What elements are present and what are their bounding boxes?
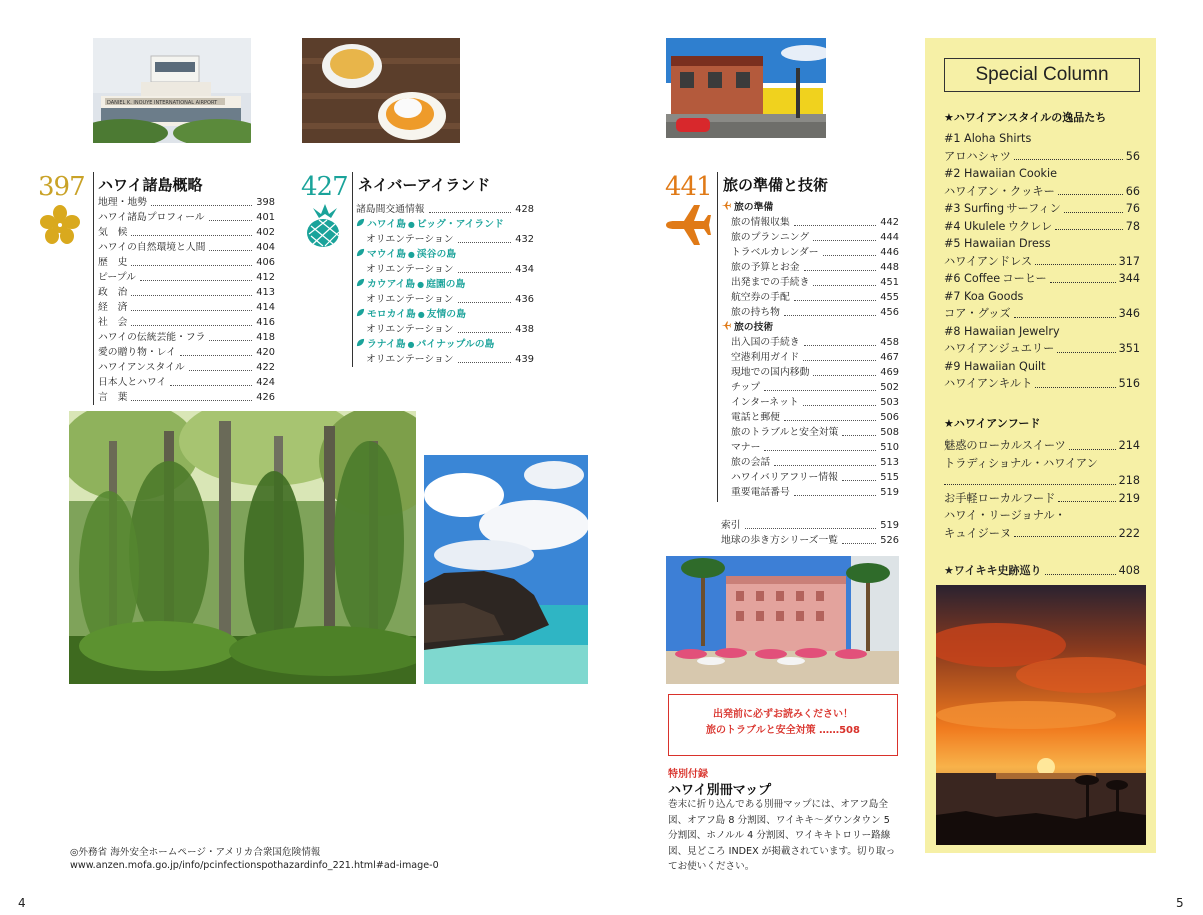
leaf-icon xyxy=(356,217,365,232)
credit-line-1: ◎外務省 海外安全ホームページ・アメリカ合衆国危険情報 xyxy=(70,847,321,858)
royal-hawaiian-photo xyxy=(666,556,899,684)
island-heading[interactable]: ラナイ島 ● パイナップルの島 xyxy=(356,337,534,352)
section-divider xyxy=(352,172,353,367)
toc-entry[interactable]: 旅の予算とお金 448 xyxy=(731,262,899,273)
toc-entry[interactable]: オリエンテーション 432 xyxy=(366,234,534,245)
special-food-list xyxy=(944,437,1140,542)
section-divider xyxy=(93,172,94,405)
safety-notice-line2: 旅のトラブルと安全対策 ……508 xyxy=(706,725,860,736)
toc-entry[interactable]: 電話と郵便 506 xyxy=(731,412,899,423)
special-item[interactable]: #7 Koa Goods xyxy=(944,289,1024,303)
overview-toc xyxy=(98,195,275,405)
bullet-icon: ● xyxy=(417,310,425,319)
toc-entry[interactable]: ハワイ諸島プロフィール 401 xyxy=(98,212,275,223)
toc-entry[interactable]: オリエンテーション 438 xyxy=(366,324,534,335)
special-heading-style: ★ハワイアンスタイルの逸品たち xyxy=(944,111,1107,124)
airplane-icon xyxy=(664,203,712,251)
dessert-photo xyxy=(302,38,460,143)
airplane-icon xyxy=(721,320,731,335)
toc-entry[interactable]: ハワイバリアフリー情報 515 xyxy=(731,472,899,483)
toc-entry[interactable]: オリエンテーション 436 xyxy=(366,294,534,305)
toc-entry[interactable]: 社 会 416 xyxy=(98,317,275,328)
special-item-page[interactable]: ハワイアンドレス 317 xyxy=(944,254,1140,268)
toc-entry[interactable]: ハワイの自然環境と人間 404 xyxy=(98,242,275,253)
special-item-page[interactable]: コア・グッズ 346 xyxy=(944,307,1140,320)
toc-entry[interactable]: 歴 史 406 xyxy=(98,257,275,268)
pineapple-icon xyxy=(303,202,347,252)
island-heading[interactable]: ハワイ島 ● ビッグ・アイランド xyxy=(356,217,534,232)
airport-sign: DANIEL K. INOUYE INTERNATIONAL AIRPORT xyxy=(107,100,218,106)
hibiscus-icon xyxy=(40,205,80,249)
food-entry[interactable]: ハワイ・リージョナル・ xyxy=(944,509,1066,522)
toc-entry[interactable]: 空港利用ガイド 467 xyxy=(731,352,899,363)
toc-entry[interactable]: チップ 502 xyxy=(731,382,899,393)
food-entry[interactable]: お手軽ローカルフード 219 xyxy=(944,491,1140,505)
special-item-page[interactable]: ハワイアンジュエリー 351 xyxy=(944,342,1140,355)
special-waikiki-history[interactable]: ★ワイキキ史跡巡り 408 xyxy=(944,564,1140,577)
food-entry[interactable]: トラディショナル・ハワイアン xyxy=(944,456,1098,470)
food-entry-page: 218 xyxy=(944,472,1140,490)
leaf-icon xyxy=(356,337,365,352)
island-heading[interactable]: マウイ島 ● 渓谷の島 xyxy=(356,247,534,262)
section-title-overview: ハワイ諸島概略 xyxy=(98,176,203,194)
island-heading[interactable]: モロカイ島 ● 友情の島 xyxy=(356,307,534,322)
special-item[interactable]: #3 Surfing サーフィン 76 xyxy=(944,202,1140,215)
group-heading: 旅の技術 xyxy=(721,320,899,335)
toc-entry[interactable]: 政 治 413 xyxy=(98,287,275,298)
toc-entry[interactable]: マナー 510 xyxy=(731,442,899,453)
travel-prep-toc xyxy=(721,200,899,500)
cliff-jump-photo xyxy=(424,455,588,684)
index-toc xyxy=(721,518,899,548)
toc-entry[interactable]: オリエンテーション 434 xyxy=(366,264,534,275)
toc-entry[interactable]: 地球の歩き方シリーズ一覧 526 xyxy=(721,535,899,546)
toc-entry[interactable]: 旅のプランニング 444 xyxy=(731,232,899,243)
special-item-page[interactable]: ハワイアン・クッキー 66 xyxy=(944,184,1140,198)
toc-entry[interactable]: 気 候 402 xyxy=(98,227,275,238)
sunset-photo xyxy=(936,585,1146,845)
toc-entry[interactable]: 旅の情報収集 442 xyxy=(731,217,899,228)
safety-notice-line1: 出発前に必ずお読みください！ xyxy=(713,709,853,720)
bullet-icon: ● xyxy=(407,340,415,349)
supplement-line: 巻末に折り込んである別冊マップには、オアフ島全 xyxy=(668,799,888,810)
special-item[interactable]: #2 Hawaiian Cookie xyxy=(944,167,1058,180)
supplement-tag: 特別付録 xyxy=(668,769,708,780)
food-entry[interactable]: キュイジーヌ 222 xyxy=(944,526,1140,540)
bullet-icon: ● xyxy=(417,280,425,289)
supplement-title: ハワイ別冊マップ xyxy=(668,783,772,798)
toc-entry[interactable]: 経 済 414 xyxy=(98,302,275,313)
toc-entry[interactable]: 諸島間交通情報 428 xyxy=(356,204,534,215)
toc-entry[interactable]: 言 葉 426 xyxy=(98,392,275,403)
food-entry[interactable]: 魅惑のローカルスイーツ 214 xyxy=(944,439,1140,452)
toc-entry[interactable]: オリエンテーション 439 xyxy=(366,354,534,365)
special-item[interactable]: #1 Aloha Shirts xyxy=(944,132,1032,145)
street-photo xyxy=(666,38,826,138)
supplement-line: 図、見どころ INDEX が掲載されています。切り取っ xyxy=(668,845,896,857)
credit-url[interactable]: www.anzen.mofa.go.jp/info/pcinfectionspothazardinfo_221.html#ad-image-0 xyxy=(70,860,439,871)
special-item[interactable]: #5 Hawaiian Dress xyxy=(944,237,1051,250)
forest-photo xyxy=(69,411,416,684)
toc-entry[interactable]: 旅の持ち物 456 xyxy=(731,307,899,318)
special-item-page[interactable]: ハワイアンキルト 516 xyxy=(944,377,1140,390)
bullet-icon: ● xyxy=(407,250,415,259)
bullet-icon: ● xyxy=(407,220,415,229)
special-style-list xyxy=(944,130,1140,393)
special-item[interactable]: #9 Hawaiian Quilt xyxy=(944,359,1046,373)
toc-entry[interactable]: 重要電話番号 519 xyxy=(731,487,899,498)
toc-entry[interactable]: 出入国の手続き 458 xyxy=(731,337,899,348)
safety-notice[interactable] xyxy=(668,694,898,756)
airport-photo xyxy=(93,38,251,143)
toc-entry[interactable]: トラベルカレンダー 446 xyxy=(731,247,899,258)
supplement-line: 図、オアフ島 8 分割図、ワイキキ～ダウンタウン 5 xyxy=(668,814,890,826)
section-divider xyxy=(717,172,718,502)
toc-entry[interactable]: 地理・地勢 398 xyxy=(98,197,275,208)
toc-entry[interactable]: 出発までの手続き 451 xyxy=(731,277,899,288)
section-title-neighbor-islands: ネイバーアイランド xyxy=(358,176,491,194)
supplement-text xyxy=(668,797,900,875)
airplane-icon xyxy=(721,200,731,215)
page-number-left: 4 xyxy=(18,896,26,910)
neighbor-islands-toc xyxy=(356,202,534,367)
toc-entry[interactable]: 旅の会話 513 xyxy=(731,457,899,468)
leaf-icon xyxy=(356,247,365,262)
toc-entry[interactable]: インターネット 503 xyxy=(731,397,899,408)
toc-entry[interactable]: ハワイアンスタイル 422 xyxy=(98,362,275,373)
supplement-line: 分割図、ホノルル 4 分割図、ワイキキトロリー路線 xyxy=(668,830,891,841)
toc-entry[interactable]: 航空券の手配 455 xyxy=(731,292,899,303)
section-number-427: 427 xyxy=(301,172,348,202)
toc-entry[interactable]: 旅のトラブルと安全対策 508 xyxy=(731,427,899,438)
section-title-travel-prep: 旅の準備と技術 xyxy=(723,176,829,194)
special-item[interactable]: #8 Hawaiian Jewelry xyxy=(944,324,1060,338)
section-number-441: 441 xyxy=(665,172,712,202)
special-item-page[interactable]: アロハシャツ 56 xyxy=(944,149,1140,163)
special-column-title: Special Column xyxy=(944,58,1140,92)
page-number-right: 5 xyxy=(1176,896,1184,910)
supplement-line: てお使いください。 xyxy=(668,861,755,872)
toc-entry[interactable]: 愛の贈り物・レイ 420 xyxy=(98,347,275,358)
toc-entry[interactable]: 索引 519 xyxy=(721,520,899,531)
toc-entry[interactable]: 現地での国内移動 469 xyxy=(731,367,899,378)
toc-entry[interactable]: ハワイの伝統芸能・フラ 418 xyxy=(98,332,275,343)
leaf-icon xyxy=(356,277,365,292)
special-item[interactable]: #4 Ukulele ウクレレ 78 xyxy=(944,219,1140,233)
special-heading-food: ★ハワイアンフード xyxy=(944,417,1041,430)
section-number-397: 397 xyxy=(38,172,85,202)
toc-entry[interactable]: ピープル 412 xyxy=(98,272,275,283)
group-heading: 旅の準備 xyxy=(721,200,899,215)
special-item[interactable]: #6 Coffee コーヒー 344 xyxy=(944,272,1140,285)
toc-entry[interactable]: 日本人とハワイ 424 xyxy=(98,377,275,388)
leaf-icon xyxy=(356,307,365,322)
island-heading[interactable]: カウアイ島 ● 庭園の島 xyxy=(356,277,534,292)
